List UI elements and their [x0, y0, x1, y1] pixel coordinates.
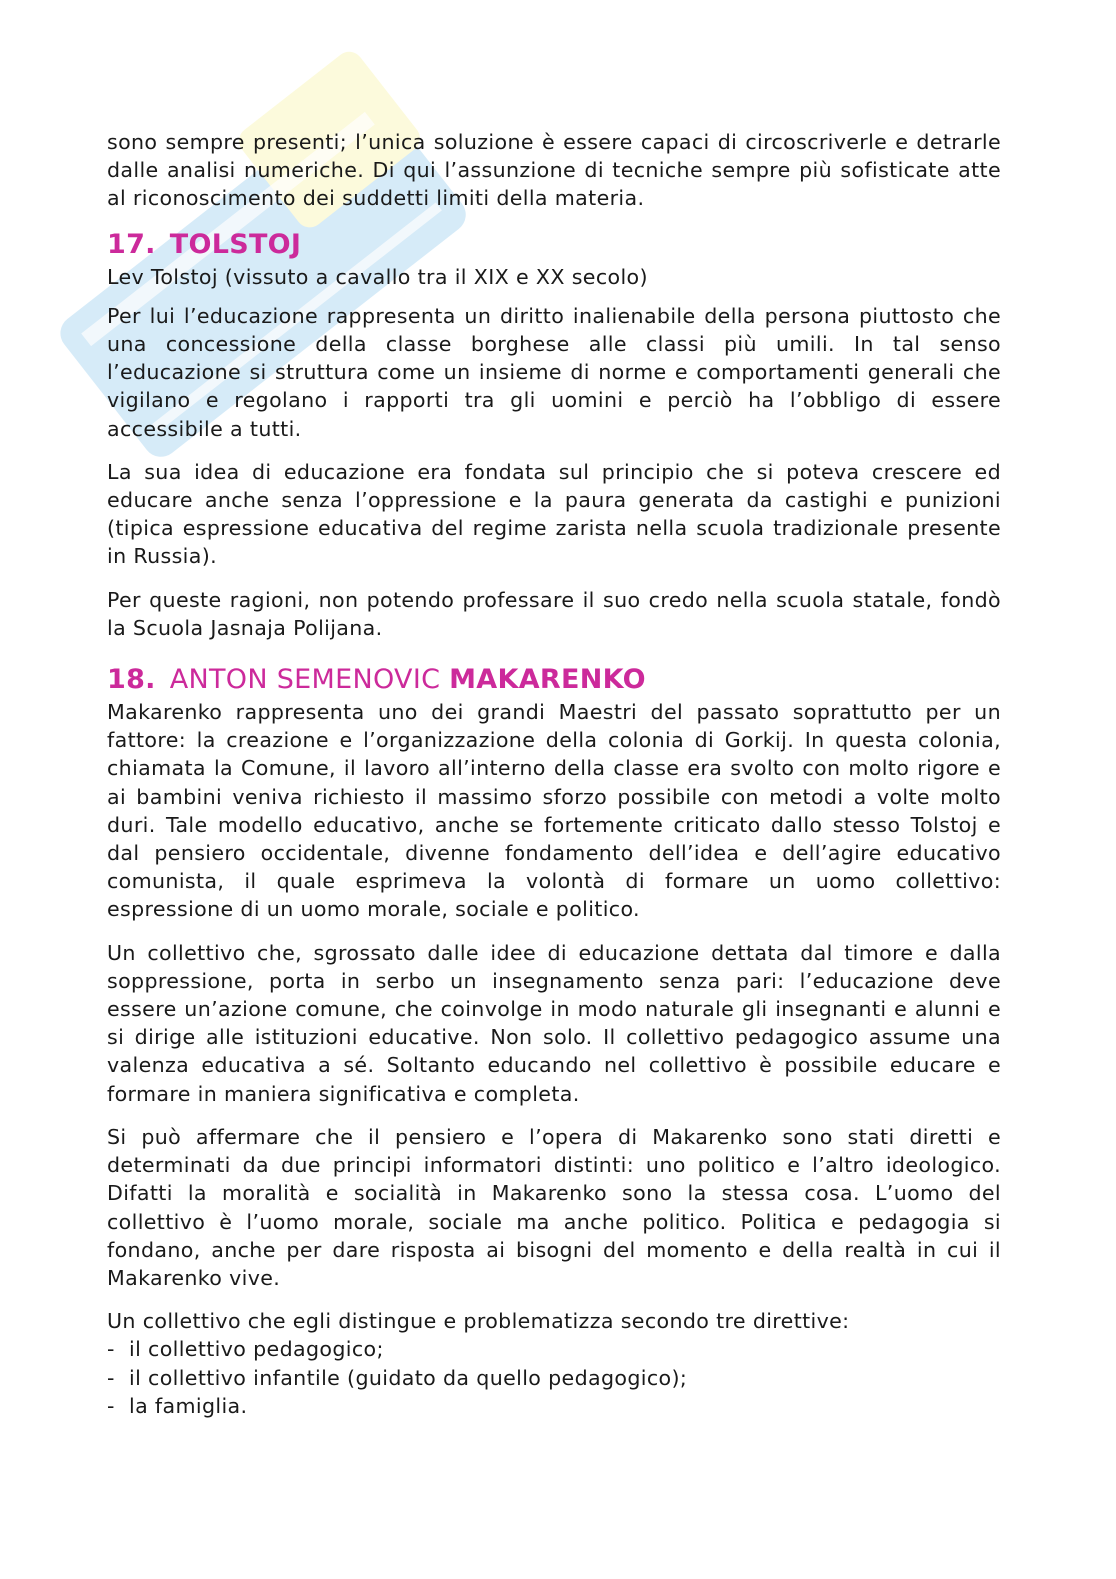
section-18-title-bold: MAKARENKO: [449, 664, 646, 696]
intro-paragraph: sono sempre presenti; l’unica soluzione è essere capaci di circoscriverle e detrarle dalle analisi numeriche. Di qui l’assunzione di tecniche sempre più sofisticate atte al riconoscimento dei suddetti limiti della materia.: [107, 130, 1001, 211]
section-17-paragraph: La sua idea di educazione era fondata sul principio che si poteva crescere ed educare anche senza l’oppressione e la paura generata da castighi e punizioni (tipica espressione educativa del regime zarista nella scuola tradizionale presente in Russia).: [107, 459, 1001, 569]
section-17-subtitle: Lev Tolstoj (vissuto a cavallo tra il XIX e XX secolo): [107, 264, 648, 289]
section-18-paragraph: Un collettivo che, sgrossato dalle idee di educazione dettata dal timore e dalla soppressione, porta in serbo un insegnamento senza pari: l’educazione deve essere un’azione comune, che coinvolge in modo naturale gli insegnanti e alunni e si dirige alle istituzioni educative. Non solo. Il collettivo pedagogico assume una valenza educativa a sé. Soltanto educando nel collettivo è possibile educare e formare in maniera significativa e completa.: [107, 940, 1001, 1106]
section-17-title: TOLSTOJ: [169, 228, 302, 260]
list-dash: -: [107, 1393, 115, 1418]
section-17-number: 17.: [107, 228, 156, 260]
section-18-title-normal: ANTON SEMENOVIC: [169, 664, 450, 696]
section-18-list: [107, 1335, 1001, 1420]
section-18-number: 18.: [107, 664, 156, 696]
section-18-list-intro: Un collettivo che egli distingue e problematizza secondo tre direttive:: [107, 1309, 850, 1334]
list-item: - la famiglia.: [107, 1392, 1001, 1420]
list-dash: -: [107, 1337, 115, 1362]
document-page: [107, 128, 1001, 1420]
section-18-paragraph: Makarenko rappresenta uno dei grandi Maestri del passato soprattutto per un fattore: la creazione e l’organizzazione della colonia di Gorkij. In questa colonia, chiamata la Comune, il lavoro all’interno della classe era svolto con molto rigore e ai bambini veniva richiesto il massimo sforzo possibile con metodi a volte molto duri. Tale modello educativo, anche se fortemente criticato dallo stesso Tolstoj e dal pensiero occidentale, divenne fondamento dell’idea e dell’agire educativo comunista, il quale esprimeva la volontà di formare un uomo collettivo: espressione di un uomo morale, sociale e politico.: [107, 700, 1001, 922]
section-17-paragraph: Per queste ragioni, non potendo professare il suo credo nella scuola statale, fondò la Scuola Jasnaja Polijana.: [107, 587, 1001, 640]
list-item: - il collettivo pedagogico;: [107, 1335, 1001, 1363]
section-17-heading: [107, 229, 1001, 261]
section-17-paragraph: Per lui l’educazione rappresenta un diritto inalienabile della persona piuttosto che una concessione della classe borghese alle classi più umili. In tal senso l’educazione si struttura come un insieme di norme e comportamenti generali che vigilano e regolano i rapporti tra gli uomini e perciò ha l’obbligo di essere accessibile a tutti.: [107, 303, 1001, 441]
section-18-heading: [107, 664, 1001, 696]
section-18-paragraph: Si può affermare che il pensiero e l’opera di Makarenko sono stati diretti e determinati da due principi informatori distinti: uno politico e l’altro ideologico. Difatti la moralità e socialità in Makarenko sono la stessa cosa. L’uomo del collettivo è l’uomo morale, sociale ma anche politico. Politica e pedagogia si fondano, anche per dare risposta ai bisogni del momento e della realtà in cui il Makarenko vive.: [107, 1124, 1001, 1290]
list-dash: -: [107, 1365, 115, 1390]
list-item: - il collettivo infantile (guidato da quello pedagogico);: [107, 1364, 1001, 1392]
